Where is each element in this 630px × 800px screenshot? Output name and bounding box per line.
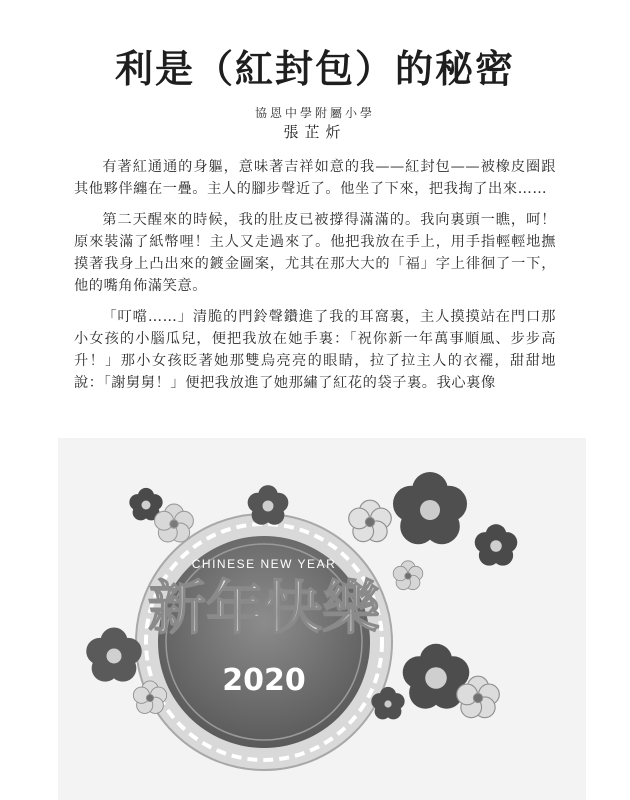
banner-text: CHINESE NEW YEAR	[191, 557, 337, 571]
new-year-illustration	[58, 438, 586, 800]
article-title: 利是（紅封包）的秘密	[114, 46, 515, 91]
school-name: 協恩中學附屬小學	[254, 106, 375, 120]
year-text: 2020	[222, 663, 306, 698]
paragraph: 有著紅通通的身軀，意味著吉祥如意的我——紅封包——被橡皮圈跟其他夥伴纏在一疊。主人的腳步聲近了。他坐了下來，把我掏了出來……	[74, 159, 556, 197]
author-name: 張芷炘	[283, 123, 347, 141]
paragraph: 「叮噹……」清脆的門鈴聲鑽進了我的耳窩裏，主人摸摸站在門口那小女孩的小腦瓜兒，便把我放在她手裏：「祝你新一年萬事順風、步步高升！」那小女孩眨著她那雙烏亮亮的眼睛，拉了拉主人的衣襬，甜甜地說：「謝舅舅！」便把我放進了她那繡了紅花的袋子裏。我心裏像	[74, 309, 556, 391]
greeting-text: 新年快樂	[147, 574, 381, 642]
article-body	[74, 156, 556, 403]
paragraph: 第二天醒來的時候，我的肚皮已被撐得滿滿的。我向裏頭一瞧，呵！原來裝滿了紙幣哩！主人又走過來了。他把我放在手上，用手指輕輕地撫摸著我身上凸出來的鍍金圖案，尤其在那大大的「福」字上徘徊了一下，他的嘴角佈滿笑意。	[74, 212, 556, 294]
medallion-icon	[136, 514, 392, 770]
